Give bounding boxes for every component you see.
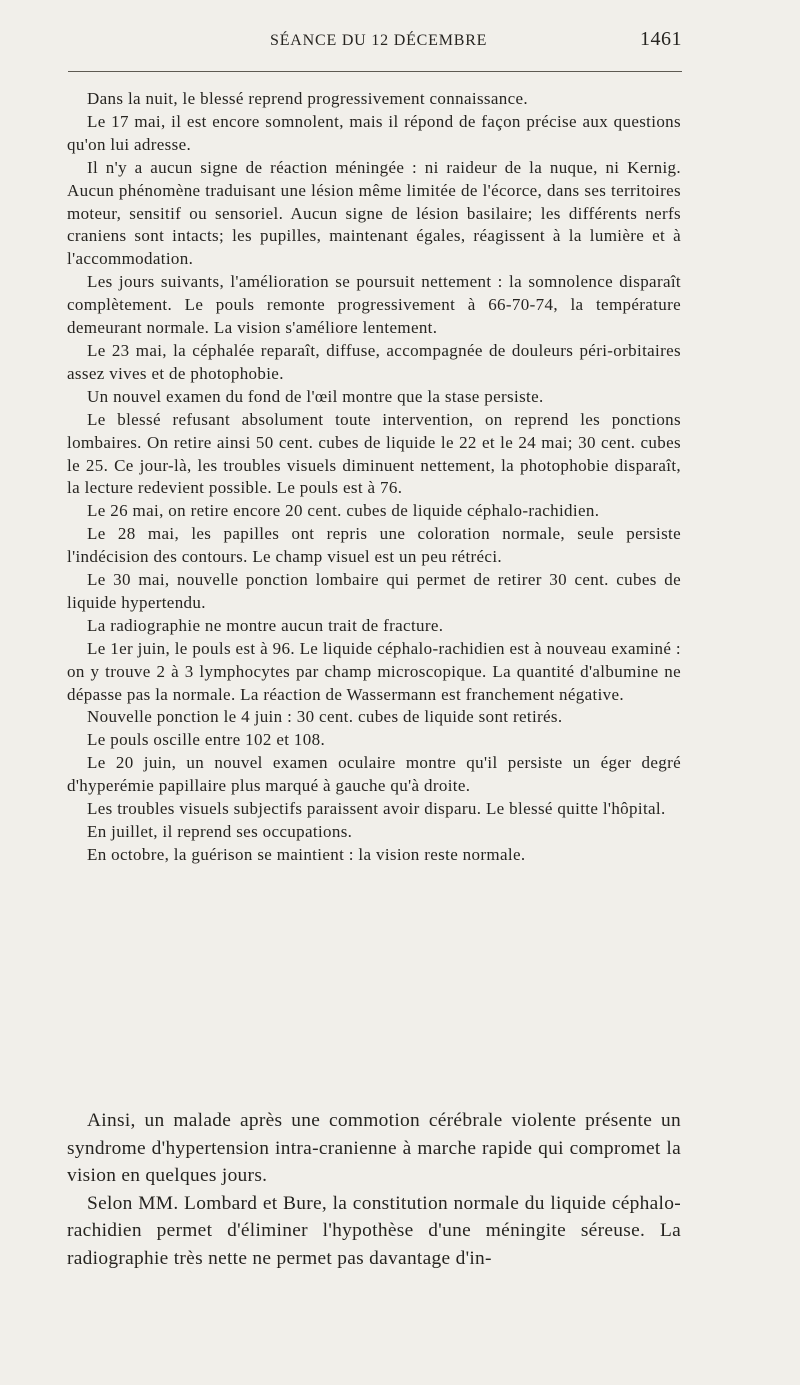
paragraph: Le 17 mai, il est encore somnolent, mais il répond de façon précise aux questions qu'on lui adresse. (67, 111, 681, 154)
paragraph: Selon MM. Lombard et Bure, la constitution normale du liquide céphalo-rachidien permet d'éliminer l'hypothèse d'une méningite séreuse. La radiographie très nette ne permet pas davantage d'in- (67, 1192, 681, 1269)
paragraph: Le 1er juin, le pouls est à 96. Le liquide céphalo-rachidien est à nouveau examiné : on y trouve 2 à 3 lymphocytes par champ microscopique. La quantité d'albumine ne dépasse pas la normale. La réaction de Wassermann est franchement négative. (67, 638, 681, 704)
case-report-text (67, 88, 681, 867)
paragraph: Les jours suivants, l'amélioration se poursuit nettement : la somnolence disparaît complètement. Le pouls remonte progressivement à 66-70-74, la température demeurant normale. La vision s'améliore lentement. (67, 272, 681, 338)
paragraph: Un nouvel examen du fond de l'œil montre que la stase persiste. (87, 386, 544, 406)
paragraph: Le blessé refusant absolument toute intervention, on reprend les ponctions lombaires. On retire ainsi 50 cent. cubes de liquide le 22 et le 24 mai; 30 cent. cubes le 25. Ce jour-là, les troubles visuels diminuent nettement, la photophobie disparaît, la lecture redevient possible. Le pouls est à 76. (67, 409, 681, 498)
paragraph: Le 23 mai, la céphalée reparaît, diffuse, accompagnée de douleurs péri-orbitaires assez vives et de photophobie. (67, 340, 681, 383)
paragraph: Le 26 mai, on retire encore 20 cent. cubes de liquide céphalo-rachidien. (87, 501, 600, 521)
page-number: 1461 (640, 28, 682, 50)
paragraph: Dans la nuit, le blessé reprend progressivement connaissance. (87, 89, 529, 108)
paragraph: Les troubles visuels subjectifs paraissent avoir disparu. Le blessé quitte l'hôpital. (87, 799, 666, 819)
paragraph: Le pouls oscille entre 102 et 108. (87, 730, 326, 750)
header-rule (68, 71, 682, 72)
running-header (68, 28, 682, 58)
paragraph: Ainsi, un malade après une commotion cérébrale violente présente un syndrome d'hypertension intra-cranienne à marche rapide qui compromet la vision en quelques jours. (67, 1110, 681, 1187)
paragraph: En juillet, il reprend ses occupations. (87, 822, 353, 841)
paragraph: Le 30 mai, nouvelle ponction lombaire qui permet de retirer 30 cent. cubes de liquide hypertendu. (67, 570, 681, 612)
paragraph: Nouvelle ponction le 4 juin : 30 cent. cubes de liquide sont retirés. (87, 707, 563, 727)
paragraph: Le 28 mai, les papilles ont repris une coloration normale, seule persiste l'indécision des contours. Le champ visuel est un peu rétréci. (67, 524, 681, 567)
discussion-text (67, 1107, 681, 1273)
paragraph: Le 20 juin, un nouvel examen oculaire montre qu'il persiste un éger degré d'hyperémie papillaire plus marqué à gauche qu'à droite. (67, 753, 681, 796)
paragraph: En octobre, la guérison se maintient : la vision reste normale. (87, 844, 526, 864)
paragraph: La radiographie ne montre aucun trait de fracture. (87, 615, 444, 635)
paragraph: Il n'y a aucun signe de réaction méningée : ni raideur de la nuque, ni Kernig. Aucun phénomène traduisant une lésion même limitée de l'écorce, dans ses territoires moteur, sensitif ou sensoriel. Aucun signe de lésion basilaire; les différents nerfs craniens sont intacts; les pupilles, maintenant égales, réagissent à la lumière et à l'accommodation. (67, 157, 681, 269)
running-title: SÉANCE DU 12 DÉCEMBRE (270, 32, 488, 49)
